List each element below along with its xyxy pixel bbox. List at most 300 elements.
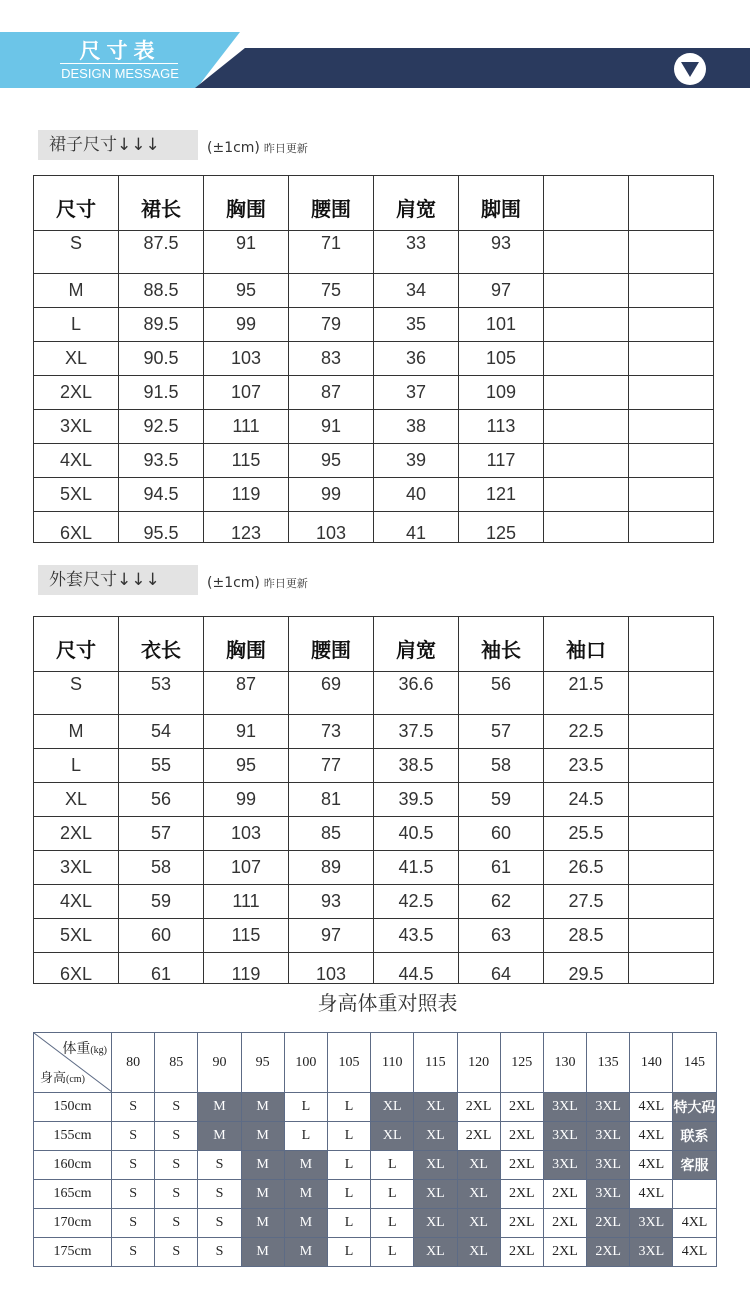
table-cell: 59 [459,783,544,817]
table-cell: 39 [374,444,459,478]
size-cell: XL [457,1238,500,1267]
table-cell: 41.5 [374,851,459,885]
size-cell: XL [414,1151,457,1180]
weight-unit: (kg) [90,1045,107,1056]
size-cell: 3XL [543,1122,586,1151]
table-cell [629,231,714,274]
weight-column-header: 85 [155,1033,198,1093]
table-cell: 54 [119,715,204,749]
weight-column-header: 140 [630,1033,673,1093]
height-cell: 160cm [34,1151,112,1180]
special-size-cell: 特大码 [673,1093,716,1122]
table-row [34,444,714,478]
size-cell: 4XL [630,1151,673,1180]
column-header: 腰围 [289,617,374,672]
size-cell: XL [371,1122,414,1151]
table-cell: 97 [459,274,544,308]
table-cell: 61 [119,953,204,984]
size-cell: XL [457,1209,500,1238]
column-header: 尺寸 [34,176,119,231]
table-cell: 24.5 [544,783,629,817]
table-cell: 60 [119,919,204,953]
table-header-row [34,176,714,231]
size-cell: S [112,1093,155,1122]
table-cell: 123 [204,512,289,543]
table-cell: 73 [289,715,374,749]
coat-tolerance: (±1cm) [207,575,260,591]
table-cell: S [34,231,119,274]
column-header: 尺寸 [34,617,119,672]
table-row [34,274,714,308]
size-cell: S [112,1180,155,1209]
table-cell: 29.5 [544,953,629,984]
size-cell: XL [414,1122,457,1151]
weight-label: 体重 [62,1042,91,1057]
table-cell: 101 [459,308,544,342]
table-cell: 33 [374,231,459,274]
table-cell: 121 [459,478,544,512]
size-cell [673,1180,716,1209]
table-cell: 26.5 [544,851,629,885]
table-cell: 55 [119,749,204,783]
table-cell: 3XL [34,410,119,444]
column-header: 腰围 [289,176,374,231]
skirt-size-table [33,175,714,543]
size-cell: M [198,1122,241,1151]
table-row [34,410,714,444]
weight-column-header: 115 [414,1033,457,1093]
size-cell: XL [457,1180,500,1209]
size-cell: 2XL [457,1093,500,1122]
table-cell: 28.5 [544,919,629,953]
column-header: 脚围 [459,176,544,231]
table-cell [629,783,714,817]
table-cell: 117 [459,444,544,478]
table-cell [629,308,714,342]
table-cell: 85 [289,817,374,851]
height-weight-table [33,1032,717,1267]
table-cell: 40.5 [374,817,459,851]
table-cell [629,376,714,410]
header-divider [60,63,178,64]
special-size-cell: 客服 [673,1151,716,1180]
size-cell: L [371,1180,414,1209]
table-cell: 119 [204,478,289,512]
table-cell: 6XL [34,512,119,543]
table-cell: 115 [204,444,289,478]
table-cell: 41 [374,512,459,543]
size-cell: 2XL [500,1093,543,1122]
size-cell: 4XL [630,1122,673,1151]
table-cell: XL [34,783,119,817]
size-cell: L [371,1209,414,1238]
height-cell: 165cm [34,1180,112,1209]
table-cell: 56 [459,672,544,715]
table-cell: 60 [459,817,544,851]
table-cell: 95 [289,444,374,478]
table-cell: 93 [289,885,374,919]
height-cell: 155cm [34,1122,112,1151]
chevron-down-icon[interactable] [674,53,706,85]
weight-column-header: 100 [284,1033,327,1093]
skirt-tolerance: (±1cm) [207,140,260,156]
table-cell: 111 [204,410,289,444]
table-cell: 88.5 [119,274,204,308]
size-cell: 2XL [500,1122,543,1151]
table-cell [544,308,629,342]
size-cell: M [241,1122,284,1151]
table-cell: 23.5 [544,749,629,783]
table-row [34,715,714,749]
size-cell: S [112,1122,155,1151]
table-cell [544,444,629,478]
size-cell: XL [414,1093,457,1122]
table-cell [629,444,714,478]
height-axis-label [40,1067,85,1086]
table-row [34,342,714,376]
size-cell: M [241,1093,284,1122]
weight-column-header: 105 [327,1033,370,1093]
table-cell [544,478,629,512]
table-cell [544,274,629,308]
coat-label-text: 外套尺寸↓↓↓ [49,570,160,590]
table-cell: 103 [289,953,374,984]
table-cell: 93.5 [119,444,204,478]
table-cell: 43.5 [374,919,459,953]
table-cell [629,885,714,919]
table-cell [544,342,629,376]
table-cell: XL [34,342,119,376]
column-header: 肩宽 [374,176,459,231]
table-cell: 3XL [34,851,119,885]
table-cell: 95 [204,274,289,308]
table-cell: 63 [459,919,544,953]
skirt-update-note: 昨日更新 [263,142,308,155]
table-cell: 103 [289,512,374,543]
corner-cell [34,1033,112,1093]
table-cell: 56 [119,783,204,817]
skirt-label-text: 裙子尺寸↓↓↓ [49,135,160,155]
table-cell [629,672,714,715]
table-cell: 87 [289,376,374,410]
size-cell: 3XL [587,1180,630,1209]
size-cell: M [284,1151,327,1180]
size-cell: 3XL [543,1093,586,1122]
table-cell [629,478,714,512]
size-cell: M [284,1180,327,1209]
table-cell: 37.5 [374,715,459,749]
size-cell: L [327,1180,370,1209]
size-cell: L [371,1238,414,1267]
table-cell: 89 [289,851,374,885]
table-cell: 4XL [34,885,119,919]
table-row [34,672,714,715]
table-cell [629,410,714,444]
size-cell: 4XL [673,1209,716,1238]
table-cell: 107 [204,851,289,885]
size-cell: S [155,1151,198,1180]
reference-title: 身高体重对照表 [317,991,458,1015]
size-cell: S [112,1151,155,1180]
table-cell: 59 [119,885,204,919]
table-cell: 61 [459,851,544,885]
size-cell: S [198,1238,241,1267]
table-cell: 91 [204,231,289,274]
size-cell: XL [414,1209,457,1238]
size-cell: M [284,1209,327,1238]
table-cell: 99 [289,478,374,512]
table-cell: 94.5 [119,478,204,512]
size-cell: 2XL [587,1209,630,1238]
table-cell: 93 [459,231,544,274]
skirt-note [207,140,308,156]
weight-column-header: 130 [543,1033,586,1093]
table-cell [629,851,714,885]
table-cell: 44.5 [374,953,459,984]
reference-row [34,1151,717,1180]
size-cell: S [198,1180,241,1209]
table-cell: M [34,274,119,308]
table-cell: 69 [289,672,374,715]
column-header [544,176,629,231]
table-cell: 21.5 [544,672,629,715]
weight-column-header: 135 [587,1033,630,1093]
table-row [34,817,714,851]
table-cell [544,512,629,543]
table-cell: 2XL [34,817,119,851]
table-cell: 6XL [34,953,119,984]
table-cell: 113 [459,410,544,444]
column-header [629,617,714,672]
table-cell: 5XL [34,919,119,953]
table-cell: 4XL [34,444,119,478]
table-cell: 91 [204,715,289,749]
table-cell: 95.5 [119,512,204,543]
header-dark-band [195,48,750,88]
height-label: 身高 [40,1070,67,1085]
size-cell: L [327,1122,370,1151]
table-cell: 97 [289,919,374,953]
table-cell: S [34,672,119,715]
table-cell: 22.5 [544,715,629,749]
skirt-section-label [38,130,198,160]
size-cell: 2XL [587,1238,630,1267]
table-row [34,749,714,783]
weight-axis-label [62,1038,107,1058]
size-cell: 2XL [543,1238,586,1267]
coat-size-table [33,616,714,984]
size-cell: 2XL [500,1151,543,1180]
table-cell [629,919,714,953]
table-cell: 42.5 [374,885,459,919]
size-cell: 3XL [543,1151,586,1180]
table-cell: 95 [204,749,289,783]
size-cell: M [241,1180,284,1209]
table-cell [629,274,714,308]
table-cell: 92.5 [119,410,204,444]
size-cell: 3XL [587,1122,630,1151]
table-cell: 35 [374,308,459,342]
size-cell: 2XL [457,1122,500,1151]
size-cell: S [155,1122,198,1151]
size-cell: 4XL [673,1238,716,1267]
table-row [34,478,714,512]
table-cell: 38.5 [374,749,459,783]
height-cell: 150cm [34,1093,112,1122]
table-cell: 36.6 [374,672,459,715]
size-cell: 3XL [587,1093,630,1122]
column-header [629,176,714,231]
table-cell [629,512,714,543]
size-cell: L [284,1093,327,1122]
table-cell: 125 [459,512,544,543]
weight-column-header: 125 [500,1033,543,1093]
table-cell: 87 [204,672,289,715]
size-cell: 3XL [630,1238,673,1267]
table-cell: 57 [459,715,544,749]
column-header: 袖长 [459,617,544,672]
column-header: 裙长 [119,176,204,231]
table-cell: 81 [289,783,374,817]
reference-row [34,1122,717,1151]
table-cell: 64 [459,953,544,984]
table-cell [544,410,629,444]
table-cell: 77 [289,749,374,783]
column-header: 胸围 [204,176,289,231]
weight-column-header: 90 [198,1033,241,1093]
table-cell: 99 [204,783,289,817]
table-cell: 109 [459,376,544,410]
reference-row [34,1238,717,1267]
size-cell: L [327,1209,370,1238]
table-cell: 91.5 [119,376,204,410]
table-cell [544,376,629,410]
table-row [34,512,714,543]
table-row [34,851,714,885]
size-cell: M [284,1238,327,1267]
table-cell: 75 [289,274,374,308]
size-cell: S [198,1209,241,1238]
table-cell: 91 [289,410,374,444]
special-size-cell: 联系 [673,1122,716,1151]
size-cell: 4XL [630,1093,673,1122]
size-cell: M [241,1151,284,1180]
table-cell: L [34,749,119,783]
height-unit: (cm) [66,1074,85,1085]
weight-column-header: 145 [673,1033,716,1093]
table-cell: 107 [204,376,289,410]
size-cell: 2XL [543,1180,586,1209]
table-cell: 53 [119,672,204,715]
header-title: 尺寸表 [79,39,161,63]
size-cell: S [155,1209,198,1238]
table-row [34,231,714,274]
table-cell: L [34,308,119,342]
header-subtitle: DESIGN MESSAGE [61,66,179,81]
table-cell: 40 [374,478,459,512]
table-cell [629,715,714,749]
size-cell: 3XL [630,1209,673,1238]
table-cell [629,749,714,783]
table-cell: 5XL [34,478,119,512]
table-cell: 105 [459,342,544,376]
table-row [34,885,714,919]
reference-row [34,1209,717,1238]
table-cell: 111 [204,885,289,919]
size-cell: XL [414,1180,457,1209]
reference-row [34,1093,717,1122]
weight-column-header: 95 [241,1033,284,1093]
table-cell: 36 [374,342,459,376]
reference-row [34,1180,717,1209]
table-row [34,919,714,953]
size-cell: S [155,1180,198,1209]
table-cell: 38 [374,410,459,444]
table-cell [629,817,714,851]
size-cell: S [155,1238,198,1267]
table-cell: 2XL [34,376,119,410]
table-cell: 79 [289,308,374,342]
table-cell: 89.5 [119,308,204,342]
table-row [34,308,714,342]
size-cell: XL [414,1238,457,1267]
column-header: 肩宽 [374,617,459,672]
coat-section-label [38,565,198,595]
table-cell: 39.5 [374,783,459,817]
size-cell: S [112,1238,155,1267]
size-cell: S [112,1209,155,1238]
size-cell: L [327,1238,370,1267]
size-cell: M [241,1209,284,1238]
size-cell: M [241,1238,284,1267]
table-cell: 25.5 [544,817,629,851]
column-header: 衣长 [119,617,204,672]
size-cell: S [155,1093,198,1122]
table-cell: M [34,715,119,749]
size-cell: S [198,1151,241,1180]
table-row [34,953,714,984]
coat-note [207,575,308,591]
table-cell: 99 [204,308,289,342]
table-cell: 71 [289,231,374,274]
weight-column-header: 110 [371,1033,414,1093]
table-cell: 62 [459,885,544,919]
column-header: 胸围 [204,617,289,672]
table-cell: 58 [459,749,544,783]
weight-column-header: 80 [112,1033,155,1093]
table-cell: 103 [204,342,289,376]
column-header: 袖口 [544,617,629,672]
table-cell: 87.5 [119,231,204,274]
table-cell: 83 [289,342,374,376]
table-cell: 34 [374,274,459,308]
size-cell: 3XL [587,1151,630,1180]
size-cell: M [198,1093,241,1122]
table-cell: 103 [204,817,289,851]
table-row [34,376,714,410]
table-cell: 119 [204,953,289,984]
size-cell: 2XL [543,1209,586,1238]
size-cell: 2XL [500,1209,543,1238]
table-cell: 115 [204,919,289,953]
table-cell [544,231,629,274]
size-cell: 2XL [500,1238,543,1267]
table-cell: 90.5 [119,342,204,376]
page-header [0,32,750,88]
table-cell [629,953,714,984]
table-cell: 58 [119,851,204,885]
height-cell: 170cm [34,1209,112,1238]
